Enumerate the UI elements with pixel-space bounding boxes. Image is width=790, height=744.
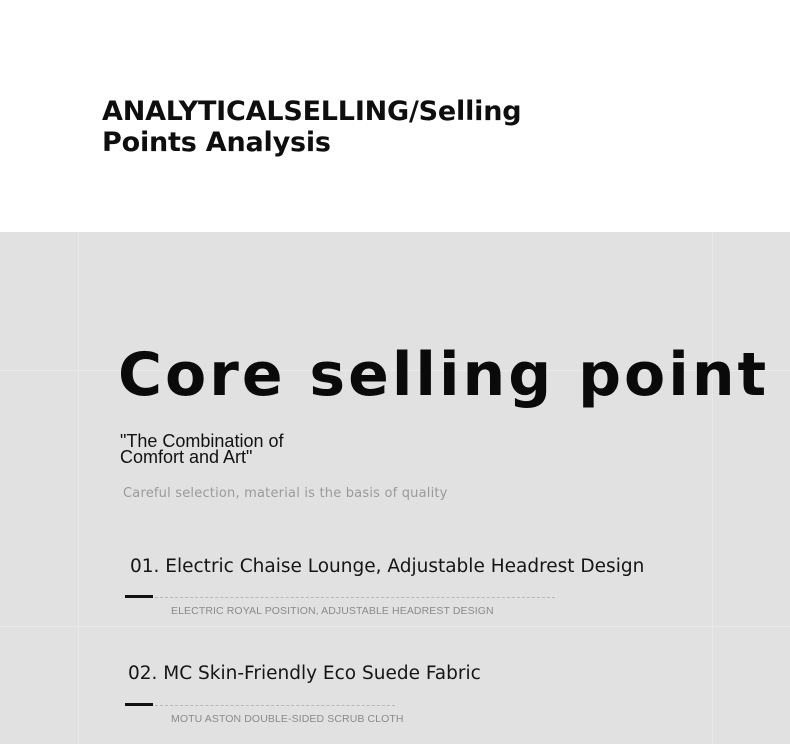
background-rule: [0, 626, 790, 627]
page-header: [0, 0, 790, 232]
quote-line-2: Comfort and Art": [120, 447, 253, 467]
feature-divider: [155, 597, 555, 598]
background-rule: [78, 232, 79, 744]
background-rule: [712, 232, 713, 744]
section-quote: [120, 433, 350, 465]
selling-points-panel: [0, 232, 790, 744]
page-title: ANALYTICALSELLING/Selling Points Analysis: [102, 96, 522, 158]
section-heading: Core selling point: [118, 340, 770, 410]
feature-divider: [155, 705, 395, 706]
feature-accent-bar: [125, 595, 153, 598]
feature-accent-bar: [125, 703, 153, 706]
feature-title: 02. MC Skin-Friendly Eco Suede Fabric: [128, 663, 481, 684]
feature-subtitle: ELECTRIC ROYAL POSITION, ADJUSTABLE HEADREST DESIGN: [171, 605, 494, 617]
quote-line-1: "The Combination of: [120, 431, 284, 451]
feature-title: 01. Electric Chaise Lounge, Adjustable Headrest Design: [130, 556, 645, 577]
feature-subtitle: MOTU ASTON DOUBLE-SIDED SCRUB CLOTH: [171, 713, 404, 725]
section-tagline: Careful selection, material is the basis of quality: [123, 486, 448, 501]
